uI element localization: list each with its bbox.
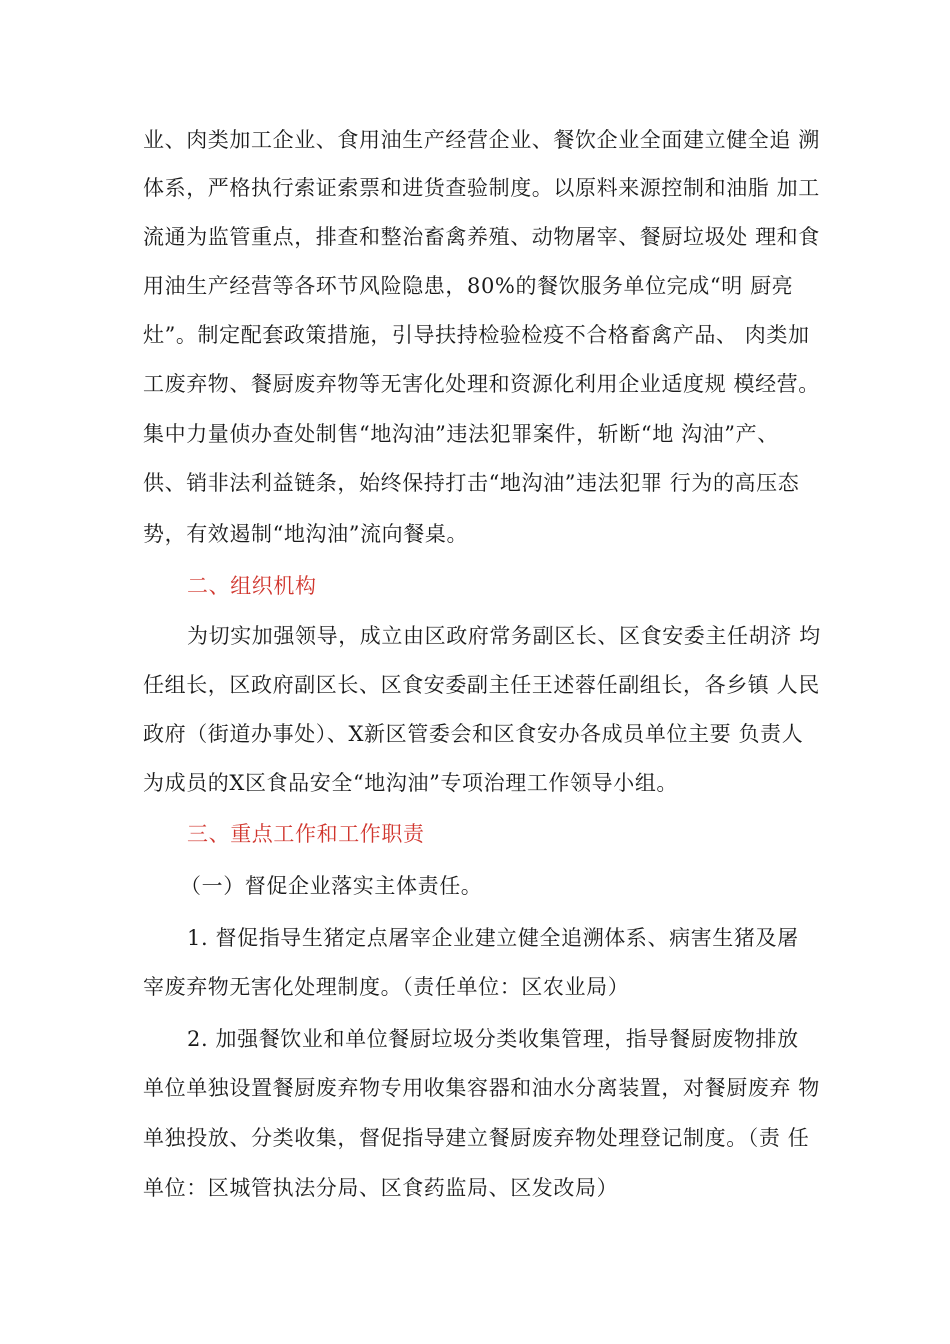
subsection-heading: （一）督促企业落实主体责任。	[180, 874, 483, 898]
body-text-line: 集中力量侦办查处制售“地沟油”违法犯罪案件，斩断“地 沟油”产、	[143, 422, 779, 446]
body-text-line: 为成员的X区食品安全“地沟油”专项治理工作领导小组。	[143, 771, 679, 795]
body-text-line: 政府（街道办事处）、X新区管委会和区食安办各成员单位主要 负责人	[143, 722, 804, 746]
body-text-line: 单独投放、分类收集，督促指导建立餐厨废弃物处理登记制度。（责 任	[143, 1126, 810, 1150]
body-text-line: 单位：区城管执法分局、区食药监局、区发改局）	[143, 1176, 619, 1200]
body-text-line: 宰废弃物无害化处理制度。（责任单位：区农业局）	[143, 975, 630, 999]
list-item: 2. 加强餐饮业和单位餐厨垃圾分类收集管理，指导餐厨废物排放	[187, 1027, 799, 1051]
section-heading: 二、组织机构	[187, 574, 317, 598]
body-text-line: 用油生产经营等各环节风险隐患，80%的餐饮服务单位完成“明 厨亮	[143, 274, 794, 298]
section-heading: 三、重点工作和工作职责	[187, 822, 425, 846]
body-text-line: 势，有效遏制“地沟油”流向餐桌。	[143, 522, 469, 546]
body-text-line: 工废弃物、餐厨废弃物等无害化处理和资源化利用企业适度规 模经营。	[143, 372, 820, 396]
body-text-line: 供、销非法利益链条，始终保持打击“地沟油”违法犯罪 行为的高压态	[143, 471, 800, 495]
body-text-line: 流通为监管重点，排查和整治畜禽养殖、动物屠宰、餐厨垃圾处 理和食	[143, 225, 820, 249]
body-text-line: 单位单独设置餐厨废弃物专用收集容器和油水分离装置，对餐厨废弃 物	[143, 1076, 820, 1100]
body-text-line: 体系，严格执行索证索票和进货查验制度。以原料来源控制和油脂 加工	[143, 176, 820, 200]
body-text-line: 任组长，区政府副区长、区食安委副主任王述蓉任副组长，各乡镇 人民	[143, 673, 820, 697]
body-text-line: 灶”。制定配套政策措施，引导扶持检验检疫不合格畜禽产品、 肉类加	[143, 323, 810, 347]
list-item: 1. 督促指导生猪定点屠宰企业建立健全追溯体系、病害生猪及屠	[187, 926, 799, 950]
body-text-line: 业、肉类加工企业、食用油生产经营企业、餐饮企业全面建立健全追 溯	[143, 128, 820, 152]
body-text-line: 为切实加强领导，成立由区政府常务副区长、区食安委主任胡济 均	[187, 624, 821, 648]
